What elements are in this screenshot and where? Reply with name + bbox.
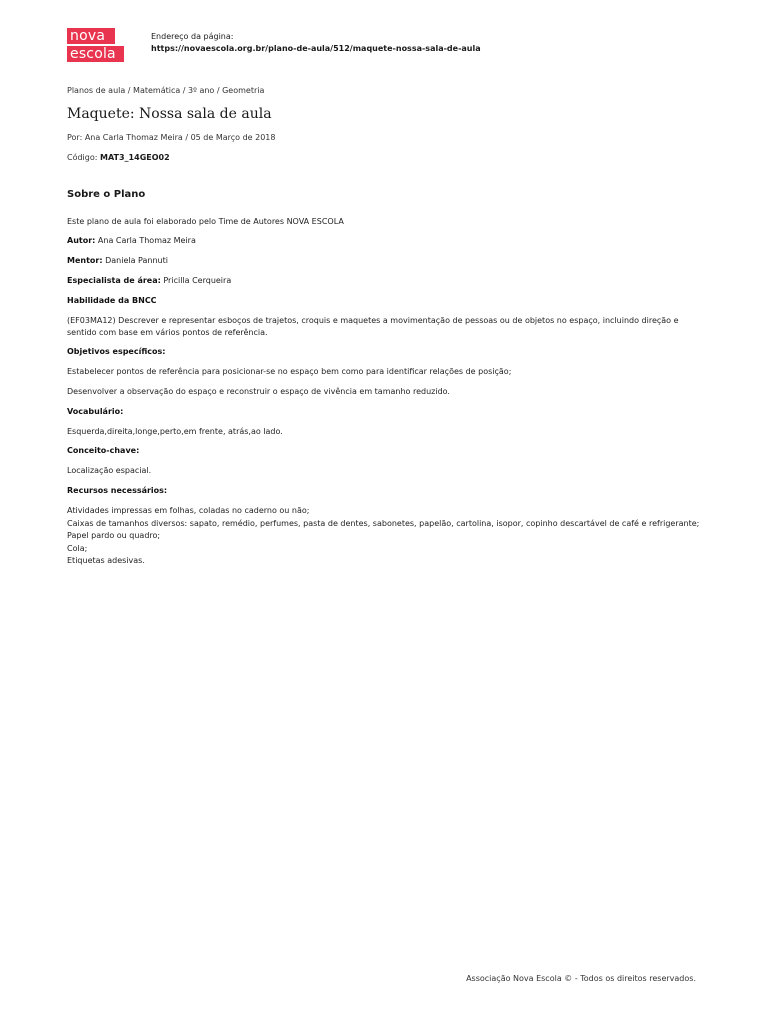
plan-code-label: Código: <box>67 153 98 162</box>
vocabulary-text: Esquerda,direita,longe,perto,em frente, atrás,ao lado. <box>67 427 283 436</box>
bncc-label: Habilidade da BNCC <box>67 296 157 305</box>
specialist-value: Pricilla Cerqueira <box>163 276 232 285</box>
resource-item: Cola; <box>67 543 88 553</box>
objective-item: Desenvolver a observação do espaço e reconstruir o espaço de vivência em tamanho reduzido. <box>67 387 450 396</box>
mentor-label: Mentor: <box>67 256 103 265</box>
resources-list <box>67 505 699 568</box>
logo-word-escola: escola <box>67 46 124 62</box>
page-address <box>151 31 481 55</box>
page-address-label: Endereço da página: <box>151 32 234 41</box>
byline: Por: Ana Carla Thomaz Meira / 05 de Março de 2018 <box>67 133 276 142</box>
page-title: Maquete: Nossa sala de aula <box>67 106 272 122</box>
concept-text: Localização espacial. <box>67 466 152 475</box>
plan-code-value: MAT3_14GEO02 <box>100 153 170 162</box>
specialist-line <box>67 275 231 287</box>
specialist-label: Especialista de área: <box>67 276 161 285</box>
footer-copyright: Associação Nova Escola © - Todos os direitos reservados. <box>466 974 696 983</box>
breadcrumb: Planos de aula / Matemática / 3º ano / Geometria <box>67 86 265 95</box>
resource-item: Etiquetas adesivas. <box>67 556 145 565</box>
logo-word-nova: nova <box>67 28 115 44</box>
mentor-value: Daniela Pannuti <box>105 256 168 265</box>
plan-code <box>67 152 170 164</box>
vocabulary-label: Vocabulário: <box>67 407 124 416</box>
bncc-text: (EF03MA12) Descrever e representar esboços de trajetos, croquis e maquetes a movimentação de pessoas ou de objetos no espaço, incluindo direção e sentido com base em vários pontos de referência. <box>67 316 679 337</box>
section-heading-about: Sobre o Plano <box>67 189 146 200</box>
objectives-label: Objetivos específicos: <box>67 347 166 356</box>
nova-escola-logo <box>67 28 124 64</box>
concept-label: Conceito-chave: <box>67 446 140 455</box>
resource-item: Caixas de tamanhos diversos: sapato, remédio, perfumes, pasta de dentes, sabonetes, papelão, cartolina, isopor, copinho descartável de café e refrigerante; <box>67 518 700 528</box>
author-value: Ana Carla Thomaz Meira <box>97 236 196 245</box>
objective-item: Estabelecer pontos de referência para posicionar-se no espaço bem como para identificar relações de posição; <box>67 367 512 376</box>
resource-item: Atividades impressas em folhas, coladas no caderno ou não; <box>67 506 310 515</box>
about-intro: Este plano de aula foi elaborado pelo Time de Autores NOVA ESCOLA <box>67 217 344 226</box>
author-line <box>67 235 196 247</box>
page-address-url[interactable]: https://novaescola.org.br/plano-de-aula/512/maquete-nossa-sala-de-aula <box>151 44 481 53</box>
mentor-line <box>67 255 168 267</box>
resource-item: Papel pardo ou quadro; <box>67 531 161 540</box>
author-label: Autor: <box>67 236 96 245</box>
resources-label: Recursos necessários: <box>67 486 168 495</box>
